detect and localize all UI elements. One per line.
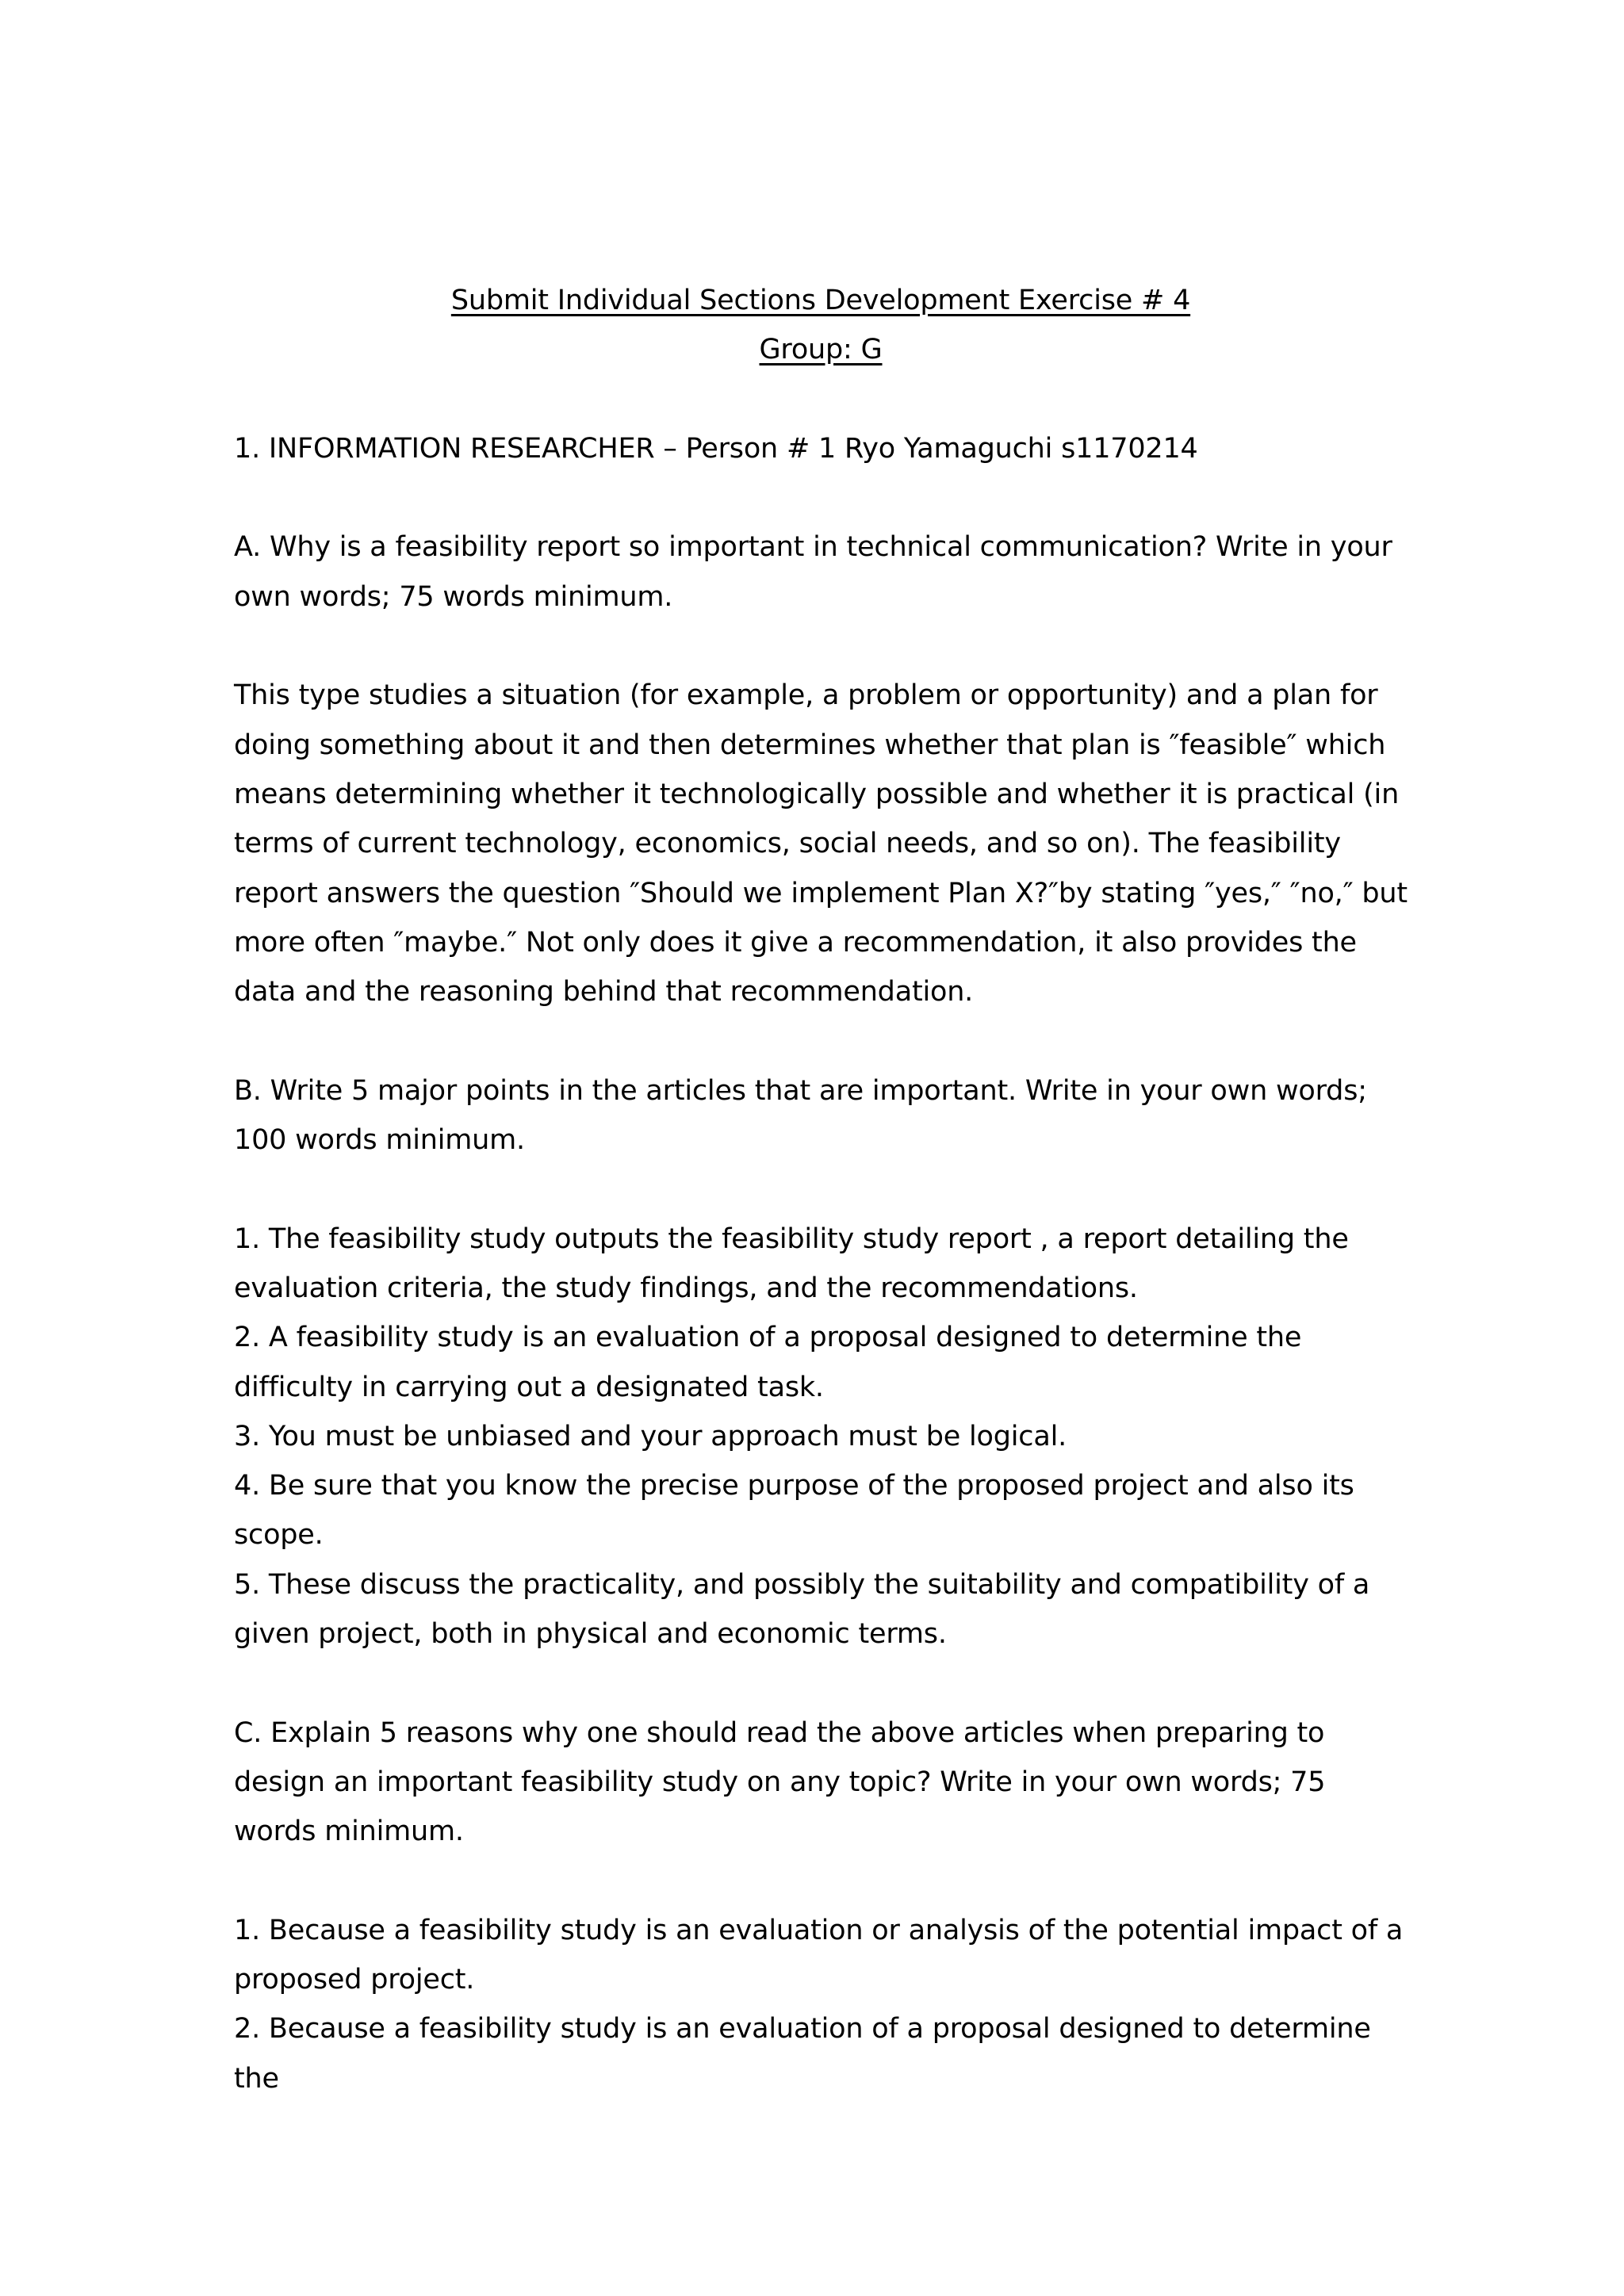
spacer: [234, 622, 1408, 671]
spacer: [234, 375, 1408, 424]
spacer: [234, 1016, 1408, 1066]
reason-c-1: 1. Because a feasibility study is an evaluation or analysis of the potential impact of a proposed project.: [234, 1914, 1404, 1996]
question-c: C. Explain 5 reasons why one should read the above articles when preparing to design an important feasibility study on any topic? Write in your own words; 75 words minimum.: [234, 1716, 1326, 1848]
point-b-5: 5. These discuss the practicality, and possibly the suitability and compatibility of a given project, both in physical and economic terms.: [234, 1568, 1370, 1651]
point-b-4: 4. Be sure that you know the precise purpose of the proposed project and also its scope.: [234, 1470, 1354, 1552]
document-body: [234, 276, 1408, 2103]
question-b: B. Write 5 major points in the articles that are important. Write in your own words; 100 words minimum.: [234, 1074, 1367, 1157]
question-a: A. Why is a feasibility report so important in technical communication? Write in your own words; 75 words minimum.: [234, 531, 1392, 613]
spacer: [234, 1857, 1408, 1906]
point-b-1: 1. The feasibility study outputs the feasibility study report , a report detailing the evaluation criteria, the study findings, and the recommendations.: [234, 1223, 1349, 1304]
role-line: 1. INFORMATION RESEARCHER – Person # 1 Ryo Yamaguchi s1170214: [234, 432, 1198, 465]
reason-c-2: 2. Because a feasibility study is an evaluation of a proposal designed to determine the: [234, 2013, 1371, 2095]
spacer: [234, 1659, 1408, 1708]
spacer: [234, 1165, 1408, 1214]
answer-a: This type studies a situation (for example, a problem or opportunity) and a plan for doing something about it and then determines whether that plan is ″feasible″ which means determining whether it technologically possible and whether it is practical (in terms of current technology, economics, social needs, and so on). The feasibility report answers the question ″Should we implement Plan X?″by stating ″yes,″ ″no,″ but more often ″maybe.″ Not only does it give a recommendation, it also provides the data and the reasoning behind that recommendation.: [234, 679, 1408, 1008]
document-title: Submit Individual Sections Development Exercise # 4: [450, 285, 1191, 316]
group-label: Group: G: [759, 334, 883, 366]
point-b-3: 3. You must be unbiased and your approach must be logical.: [234, 1420, 1067, 1452]
spacer: [234, 473, 1408, 522]
point-b-2: 2. A feasibility study is an evaluation of a proposal designed to determine the difficulty in carrying out a designated task.: [234, 1322, 1302, 1403]
title-block: [234, 276, 1408, 375]
